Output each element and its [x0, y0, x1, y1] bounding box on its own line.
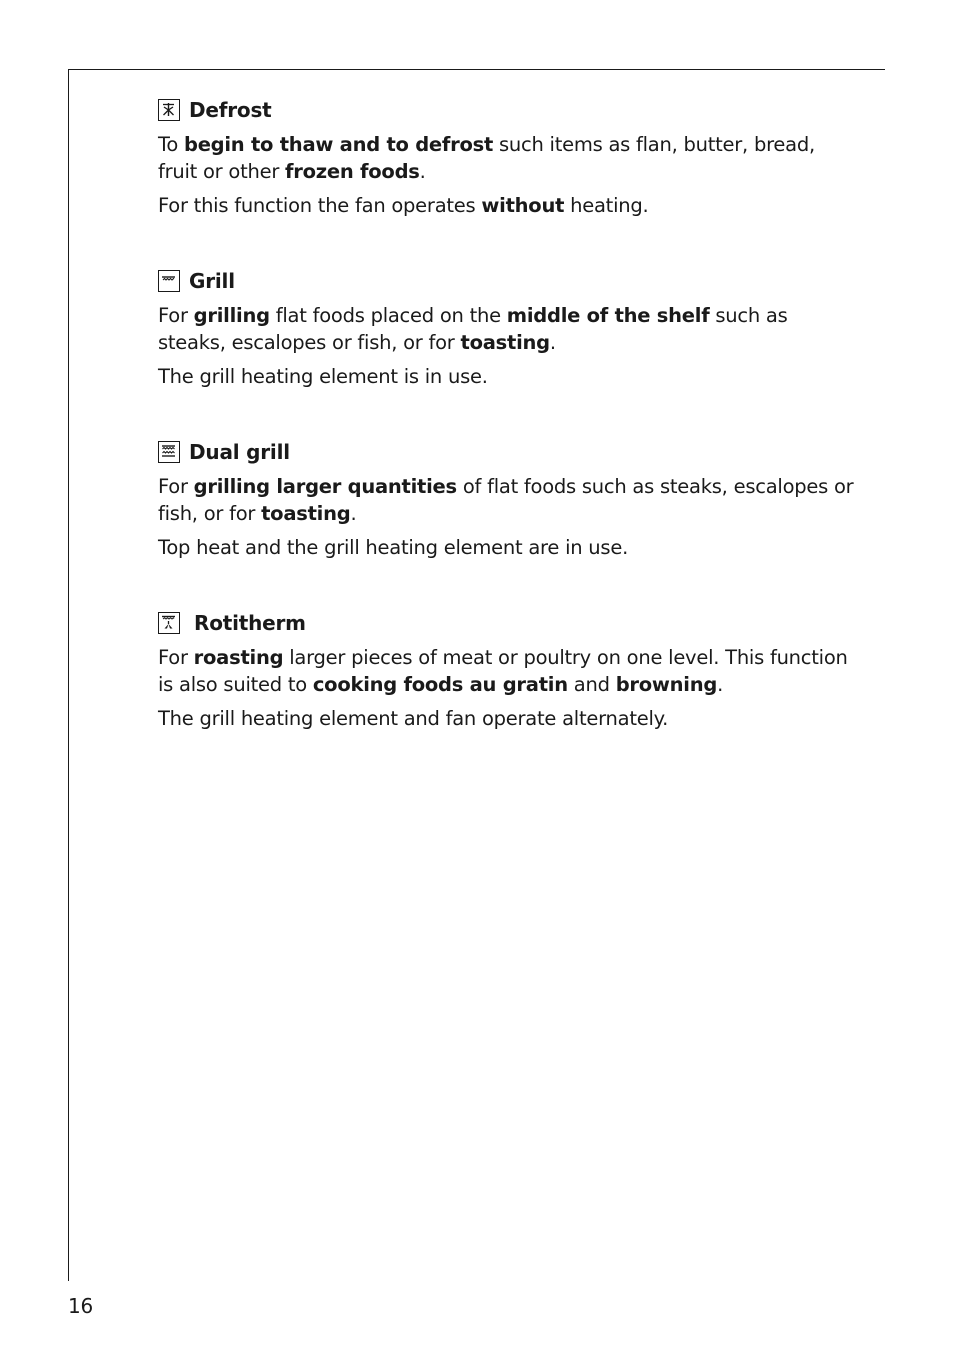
section-title: Grill — [189, 269, 235, 293]
emphasis-text: browning — [615, 673, 718, 696]
emphasis-text: toasting — [460, 331, 550, 354]
grill-icon — [158, 270, 180, 292]
emphasis-text: cooking foods au gratin — [312, 673, 568, 696]
section-heading — [158, 266, 858, 296]
section-heading — [158, 437, 858, 467]
emphasis-text: grilling larger quantities — [193, 475, 457, 498]
section-dual-grill — [158, 437, 858, 561]
section-heading — [158, 608, 858, 638]
emphasis-text: roasting — [193, 646, 284, 669]
emphasis-text: toasting — [261, 502, 351, 525]
dual-grill-icon — [158, 441, 180, 463]
section-description: For roasting larger pieces of meat or poultry on one level. This function is also suited to cooking foods au gratin and browning. — [158, 646, 848, 696]
section-description: For grilling larger quantities of flat foods such as steaks, escalopes or fish, or for toasting. — [158, 475, 854, 525]
defrost-icon — [158, 99, 180, 121]
section-heading — [158, 95, 858, 125]
section-grill — [158, 266, 858, 390]
left-rule — [68, 69, 69, 1281]
section-description: To begin to thaw and to defrost such items as flan, butter, bread, fruit or other frozen foods. — [158, 133, 815, 183]
page-number: 16 — [68, 1294, 94, 1318]
section-title: Defrost — [189, 98, 272, 122]
section-title: Dual grill — [189, 440, 290, 464]
emphasis-text: begin to thaw and to defrost — [183, 133, 494, 156]
section-note: The grill heating element and fan operate alternately. — [158, 707, 669, 730]
top-rule — [68, 69, 885, 70]
section-defrost — [158, 95, 858, 219]
emphasis-text: frozen foods — [285, 160, 420, 183]
emphasis-text: without — [481, 194, 565, 217]
section-description: For grilling flat foods placed on the middle of the shelf such as steaks, escalopes or fish, or for toasting. — [158, 304, 788, 354]
section-title: Rotitherm — [194, 611, 306, 635]
emphasis-text: grilling — [193, 304, 270, 327]
section-note: The grill heating element is in use. — [158, 365, 488, 388]
section-note: For this function the fan operates without heating. — [158, 194, 649, 217]
emphasis-text: middle of the shelf — [506, 304, 710, 327]
rotitherm-icon — [158, 612, 180, 634]
section-note: Top heat and the grill heating element are in use. — [158, 536, 629, 559]
oven-functions-content — [158, 95, 858, 779]
section-rotitherm — [158, 608, 858, 732]
